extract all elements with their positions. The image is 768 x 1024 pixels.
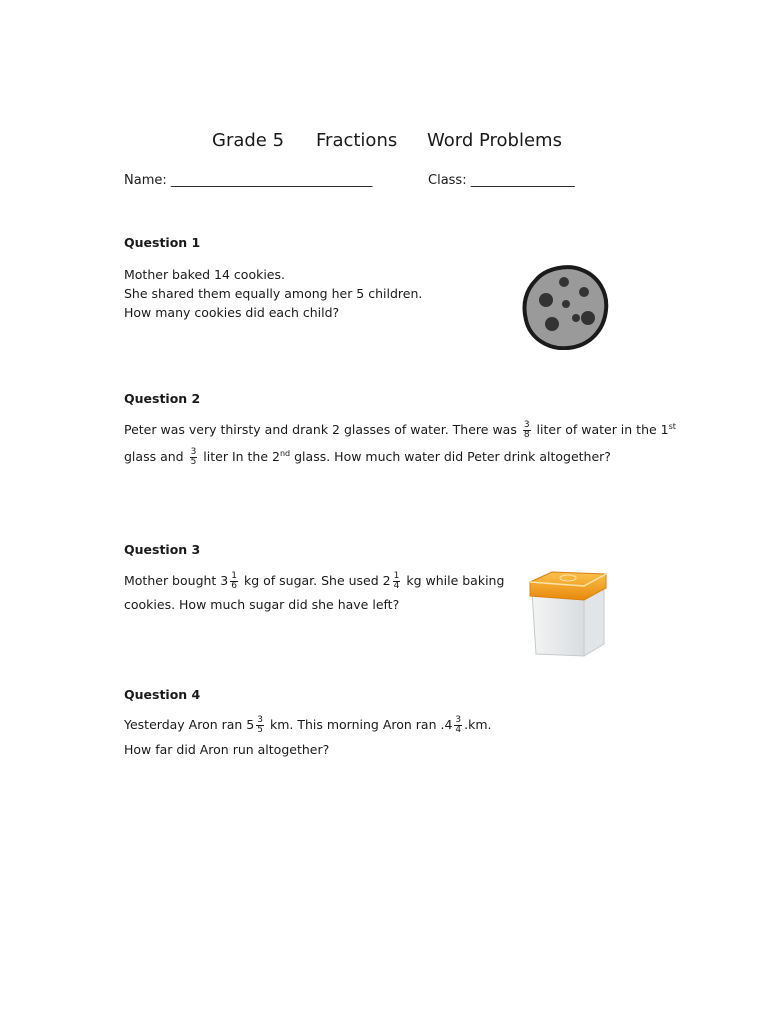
title-subtitle: Word Problems bbox=[427, 130, 562, 151]
question-3-text: kg of sugar. She used 2 bbox=[243, 573, 391, 588]
name-label: Name: bbox=[124, 173, 167, 188]
ordinal-suffix: nd bbox=[279, 448, 291, 458]
question-4-text: km. This morning Aron ran .4 bbox=[269, 717, 453, 732]
class-label: Class: bbox=[428, 173, 467, 188]
question-2-text: glass and bbox=[124, 449, 184, 464]
question-1-line: She shared them equally among her 5 children. bbox=[124, 286, 423, 301]
question-3-line-1 bbox=[124, 572, 504, 591]
question-2-line-2 bbox=[124, 448, 611, 467]
question-4-title: Question 4 bbox=[124, 687, 201, 702]
question-4-line-2: How far did Aron run altogether? bbox=[124, 742, 330, 757]
cookie-icon bbox=[522, 264, 610, 350]
question-3-text: Mother bought 3 bbox=[124, 573, 229, 588]
class-row bbox=[428, 171, 575, 190]
title-grade: Grade 5 bbox=[212, 130, 285, 151]
fraction-3-8: $\frac{3}{8}$ bbox=[523, 420, 530, 440]
question-2-text: liter In the 2 bbox=[203, 449, 280, 464]
question-1-line: How many cookies did each child? bbox=[124, 305, 340, 320]
fraction-3-4: $\frac{3}{4}$ bbox=[455, 715, 462, 735]
question-1-text bbox=[124, 265, 422, 322]
question-2-text: Peter was very thirsty and drank 2 glasses of water. There was bbox=[124, 422, 517, 437]
question-3-text: kg while baking bbox=[406, 573, 505, 588]
question-1-title: Question 1 bbox=[124, 235, 201, 250]
question-3-title: Question 3 bbox=[124, 542, 201, 557]
question-1-line: Mother baked 14 cookies. bbox=[124, 267, 285, 282]
ordinal-suffix: st bbox=[668, 421, 676, 431]
question-2-text: liter of water in the 1 bbox=[536, 422, 669, 437]
fraction-1-4: $\frac{1}{4}$ bbox=[393, 571, 400, 591]
fraction-1-6: $\frac{1}{6}$ bbox=[231, 571, 237, 591]
fraction-3-5: $\frac{3}{5}$ bbox=[257, 715, 263, 735]
question-4-text: Yesterday Aron ran 5 bbox=[124, 717, 255, 732]
question-2-text: glass. How much water did Peter drink altogether? bbox=[294, 449, 611, 464]
question-3-line-2: cookies. How much sugar did she have left? bbox=[124, 597, 400, 612]
fraction-3-5: $\frac{3}{5}$ bbox=[190, 447, 197, 467]
title-topic: Fractions bbox=[316, 130, 398, 151]
question-2-title: Question 2 bbox=[124, 391, 201, 406]
class-blank: ________________ bbox=[470, 173, 575, 188]
name-row bbox=[124, 171, 372, 190]
question-2-line-1 bbox=[124, 421, 676, 440]
question-4-text: .km. bbox=[464, 717, 492, 732]
sugar-package-icon bbox=[528, 570, 608, 660]
question-4-line-1 bbox=[124, 716, 492, 735]
name-blank: _______________________________ bbox=[170, 173, 373, 188]
